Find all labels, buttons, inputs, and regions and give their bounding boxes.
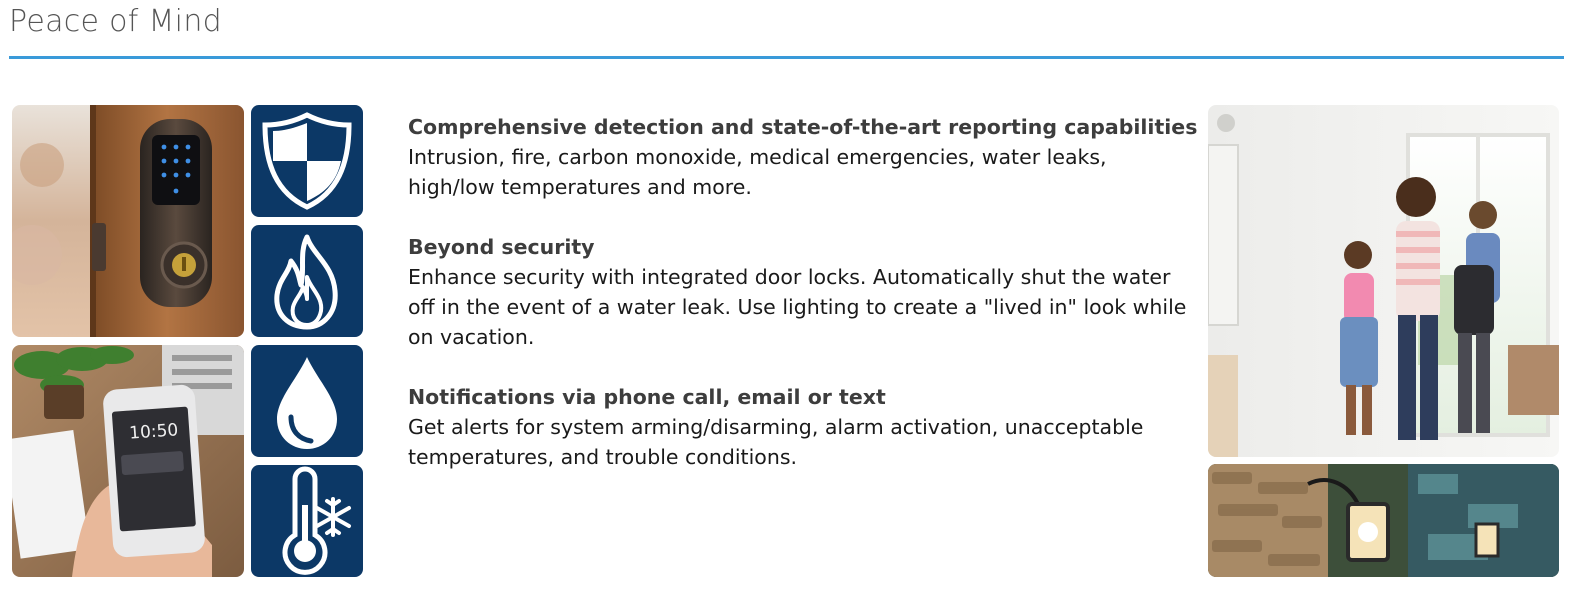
water-drop-icon <box>251 345 363 457</box>
security-shield-icon <box>251 105 363 217</box>
feature-heading: Beyond security <box>408 235 595 259</box>
title-divider <box>9 56 1564 59</box>
outdoor-lantern-photo <box>1208 464 1559 577</box>
page-title: Peace of Mind <box>9 4 222 39</box>
temperature-freeze-icon <box>251 465 363 577</box>
feature-item-beyond-security <box>408 232 1198 352</box>
phone-notification-photo <box>12 345 244 577</box>
family-entering-home-photo <box>1208 105 1559 457</box>
fire-flame-icon <box>251 225 363 337</box>
feature-body: Enhance security with integrated door locks. Automatically shut the water off in the event of a water leak. Use lighting to create a "lived in" look while on vacation. <box>408 265 1187 349</box>
phone-clock: 10:50 <box>128 420 179 444</box>
feature-body: Intrusion, fire, carbon monoxide, medical emergencies, water leaks, high/low temperatures and more. <box>408 145 1107 199</box>
smart-door-lock-photo <box>12 105 244 337</box>
feature-heading: Comprehensive detection and state-of-the-art reporting capabilities <box>408 115 1198 139</box>
feature-list <box>408 112 1198 502</box>
feature-heading: Notifications via phone call, email or text <box>408 385 886 409</box>
feature-item-detection <box>408 112 1198 202</box>
feature-item-notifications <box>408 382 1198 472</box>
feature-body: Get alerts for system arming/disarming, alarm activation, unacceptable temperatures, and trouble conditions. <box>408 415 1144 469</box>
